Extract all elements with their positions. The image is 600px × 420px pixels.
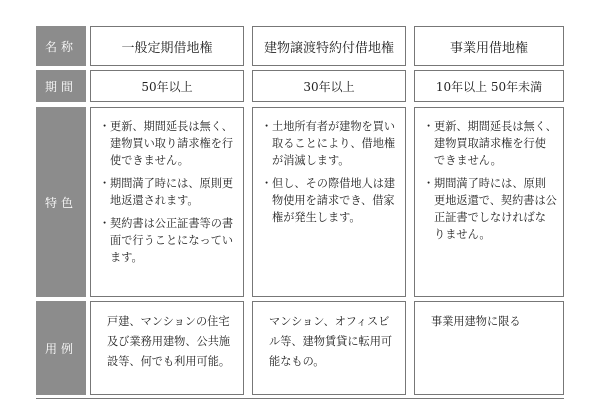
feature-text: 期間満了時には、原則更地返還されます。: [110, 177, 234, 207]
header-general-fixed-term: 一般定期借地権: [90, 26, 244, 66]
row-label-features: 特色: [36, 107, 86, 297]
period-business-use: 10年以上 50年未満: [414, 70, 564, 102]
header-business-use: 事業用借地権: [414, 26, 564, 66]
feature-text: 土地所有者が建物を買い取ることにより、借地権が消滅します。: [272, 120, 396, 167]
example-business-use: 事業用建物に限る: [414, 301, 564, 395]
feature-item: ・ 土地所有者が建物を買い取ることにより、借地権が消滅します。: [261, 118, 399, 169]
features-general-fixed-term: [90, 107, 244, 297]
row-label-name: 名称: [36, 26, 86, 66]
feature-text: 更新、期間延長は無く、建物買取請求権を行使できません。: [434, 120, 557, 167]
example-building-transfer: マンション、オフィスビル等、建物賃貸に転用可能なもの。: [252, 301, 406, 395]
example-general-fixed-term: 戸建、マンションの住宅及び業務用建物、公共施設等、何でも利用可能。: [90, 301, 244, 395]
feature-item: ・ 更新、期間延長は無く、建物買取請求権を行使できません。: [423, 120, 557, 167]
feature-item: ・ 期間満了時には、原則更地返還で、契約書は公正証書でしなければなりません。: [423, 177, 557, 241]
feature-text: 契約書は公正証書等の書面で行うことになっています。: [110, 217, 234, 264]
feature-text: 但し、その際借地人は建物使用を請求でき、借家権が発生します。: [272, 177, 396, 224]
feature-item: ・ 更新、期間延長は無く、建物買い取り請求権を行使できません。: [99, 118, 237, 169]
table-bottom-rule: [36, 398, 564, 399]
header-building-transfer: 建物譲渡特約付借地権: [252, 26, 406, 66]
row-label-period: 期間: [36, 70, 86, 102]
features-business-use: [414, 107, 564, 297]
period-general-fixed-term: 50年以上: [90, 70, 244, 102]
period-building-transfer: 30年以上: [252, 70, 406, 102]
row-label-example: 用例: [36, 301, 86, 395]
feature-item: ・ 期間満了時には、原則更地返還されます。: [99, 175, 237, 209]
features-building-transfer: [252, 107, 406, 297]
feature-item: ・ 契約書は公正証書等の書面で行うことになっています。: [99, 215, 237, 266]
feature-item: ・ 但し、その際借地人は建物使用を請求でき、借家権が発生します。: [261, 175, 399, 226]
feature-text: 期間満了時には、原則更地返還で、契約書は公正証書でしなければなりません。: [434, 177, 557, 241]
feature-text: 更新、期間延長は無く、建物買い取り請求権を行使できません。: [110, 120, 234, 167]
